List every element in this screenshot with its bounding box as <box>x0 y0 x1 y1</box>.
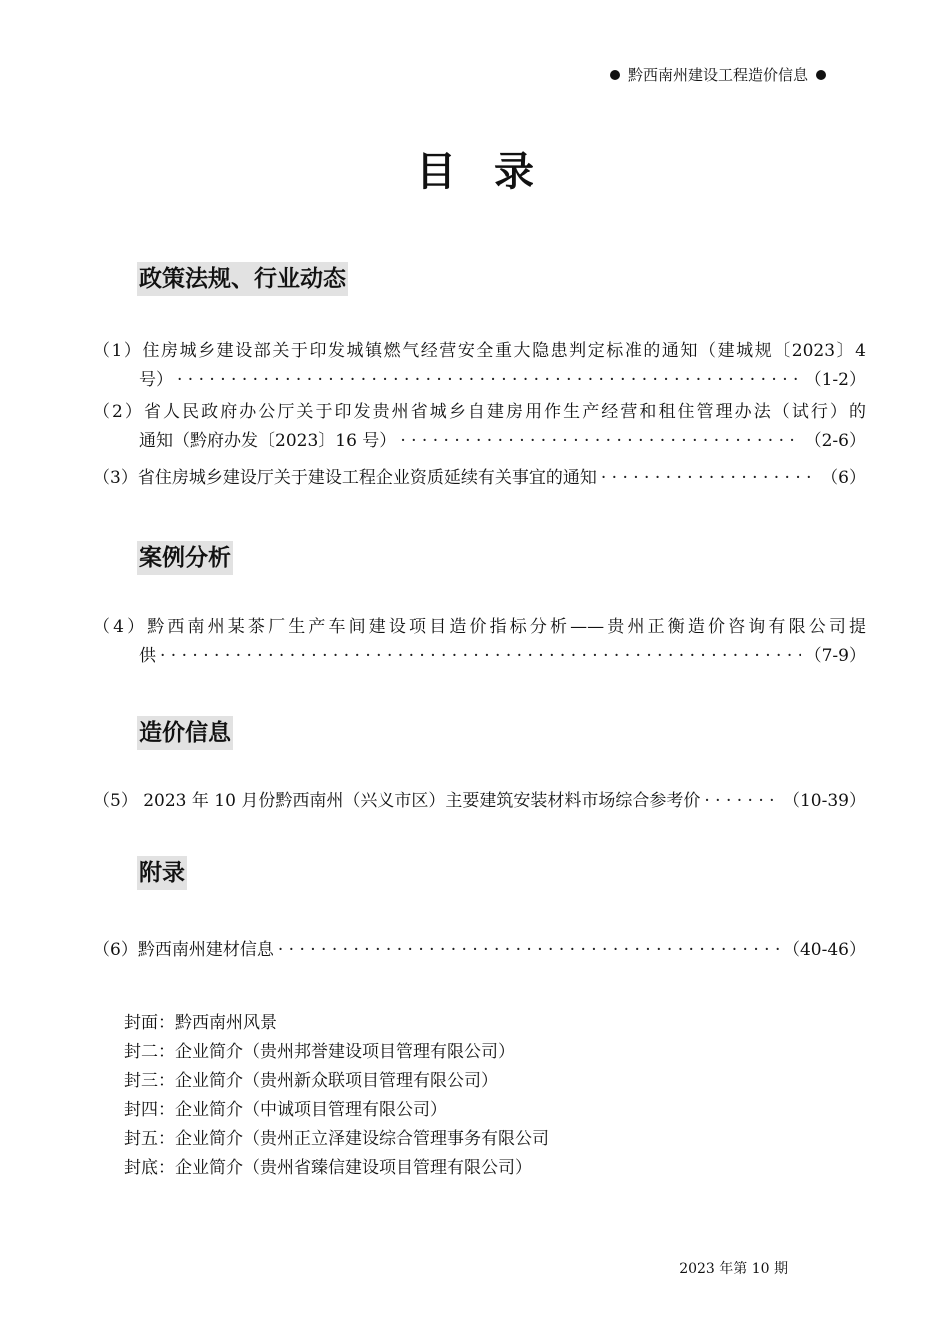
cover-item: 封五：企业简介（贵州正立泽建设综合管理事务有限公司 <box>124 1129 549 1149</box>
toc-page-number: （7-9） <box>804 646 866 666</box>
toc-entry-2[interactable] <box>93 398 866 456</box>
cover-item: 封底：企业简介（贵州省臻信建设项目管理有限公司） <box>124 1158 532 1178</box>
toc-entry-3[interactable] <box>93 464 866 493</box>
toc-entry-6[interactable] <box>93 936 866 965</box>
cover-item: 封面：黔西南州风景 <box>124 1013 277 1033</box>
cover-item: 封四：企业简介（中诚项目管理有限公司） <box>124 1100 447 1120</box>
dot-leader <box>160 642 801 671</box>
cover-item: 封二：企业简介（贵州邦誉建设项目管理有限公司） <box>124 1042 515 1062</box>
toc-page-number: （40-46） <box>782 940 866 960</box>
dot-leader <box>278 936 779 965</box>
toc-entry-1[interactable] <box>93 337 866 395</box>
toc-entry-text: （4）黔西南州某茶厂生产车间建设项目造价指标分析——贵州正衡造价咨询有限公司提 <box>93 617 866 637</box>
section-heading-case: 案例分析 <box>137 541 233 575</box>
cover-item: 封三：企业简介（贵州新众联项目管理有限公司） <box>124 1071 498 1091</box>
running-header <box>610 64 826 85</box>
section-heading-appendix: 附录 <box>137 856 187 890</box>
toc-entry-text: （2）省人民政府办公厅关于印发贵州省城乡自建房用作生产经营和租住管理办法（试行）的 <box>93 402 866 422</box>
dot-leader <box>177 366 801 395</box>
toc-page-number: （1-2） <box>804 370 866 390</box>
toc-entry-text: 号） <box>139 370 173 390</box>
toc-entry-text: （1）住房城乡建设部关于印发城镇燃气经营安全重大隐患判定标准的通知（建城规〔2023〕4 <box>93 341 866 361</box>
bullet-icon <box>610 70 620 80</box>
toc-entry-5[interactable] <box>93 787 866 816</box>
toc-page-number: （10-39） <box>782 791 866 811</box>
toc-entry-4[interactable] <box>93 613 866 671</box>
dot-leader <box>704 787 779 816</box>
page-title: 目录 <box>416 149 572 195</box>
section-heading-policy: 政策法规、行业动态 <box>137 262 348 296</box>
toc-page-number: （6） <box>821 468 866 488</box>
toc-entry-text: （3）省住房城乡建设厅关于建设工程企业资质延续有关事宜的通知 <box>93 468 597 488</box>
issue-footer: 2023 年第 10 期 <box>679 1261 788 1277</box>
dot-leader <box>601 464 817 493</box>
header-text: 黔西南州建设工程造价信息 <box>627 66 808 84</box>
cover-list <box>124 1009 549 1183</box>
bullet-icon <box>816 70 826 80</box>
toc-entry-text: 通知（黔府办发〔2023〕16 号） <box>139 431 397 451</box>
toc-entry-text: 供 <box>139 646 156 666</box>
toc-entry-text: （5） 2023 年 10 月份黔西南州（兴义市区）主要建筑安装材料市场综合参考价 <box>93 791 701 811</box>
toc-entry-text: （6）黔西南州建材信息 <box>93 940 274 960</box>
toc-page-number: （2-6） <box>804 431 866 451</box>
dot-leader <box>400 427 800 456</box>
section-heading-price: 造价信息 <box>137 716 233 750</box>
